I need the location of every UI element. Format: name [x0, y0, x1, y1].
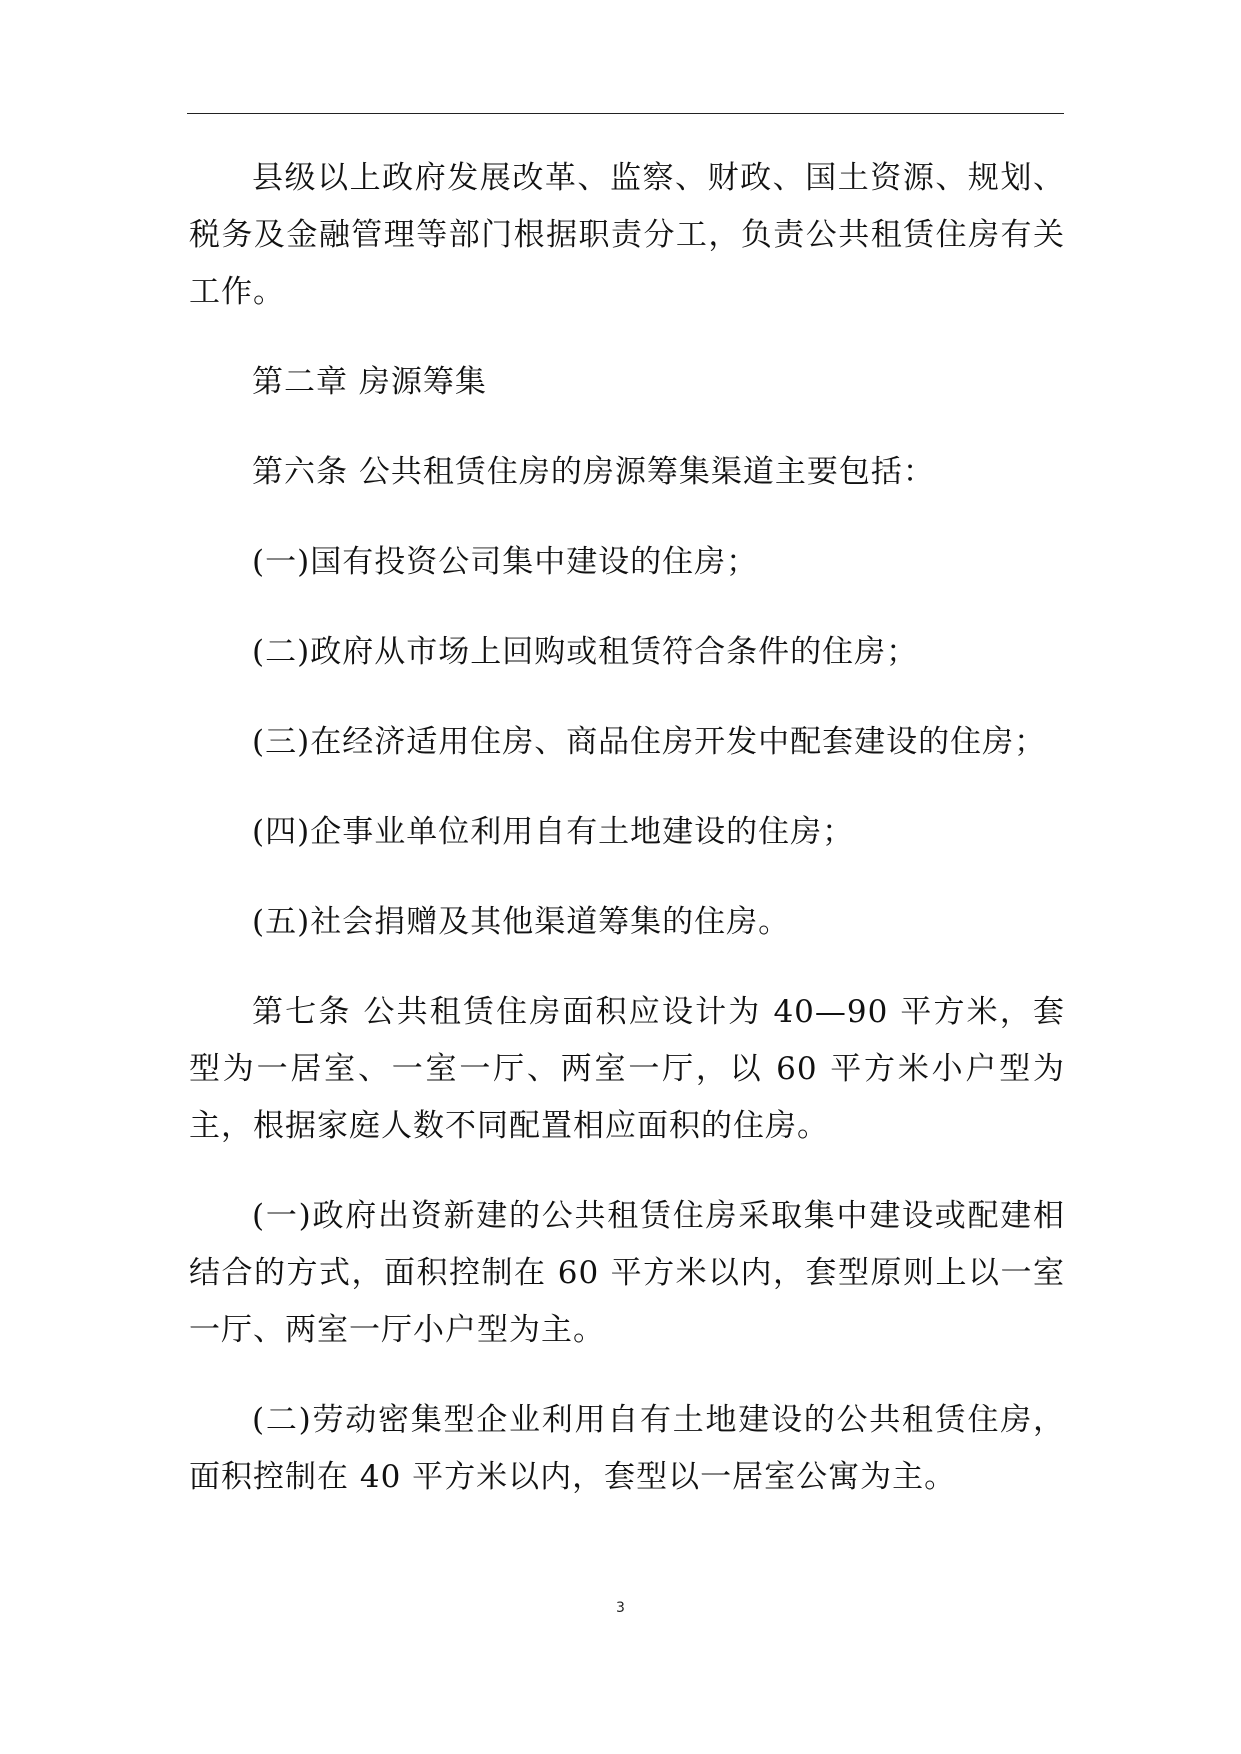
article-7: 第七条 公共租赁住房面积应设计为 40—90 平方米，套型为一居室、一室一厅、两室一厅，以 60 平方米小户型为主，根据家庭人数不同配置相应面积的住房。 [189, 994, 1065, 1144]
header-rule [187, 113, 1064, 114]
document-body [189, 150, 1065, 1506]
article-7-item-2: (二)劳动密集型企业利用自有土地建设的公共租赁住房，面积控制在 40 平方米以内，套型以一居室公寓为主。 [189, 1402, 1065, 1495]
article-6-item-3: (三)在经济适用住房、商品住房开发中配套建设的住房； [252, 724, 1047, 760]
article-6-item-1: (一)国有投资公司集中建设的住房； [252, 544, 759, 580]
article-6-item-2: (二)政府从市场上回购或租赁符合条件的住房； [252, 634, 919, 670]
paragraph-responsibilities: 县级以上政府发展改革、监察、财政、国土资源、规划、税务及金融管理等部门根据职责分工，负责公共租赁住房有关工作。 [189, 160, 1065, 310]
article-6: 第六条 公共租赁住房的房源筹集渠道主要包括： [252, 454, 935, 490]
article-6-item-5: (五)社会捐赠及其他渠道筹集的住房。 [252, 904, 791, 940]
article-6-item-4: (四)企事业单位利用自有土地建设的住房； [252, 814, 855, 850]
article-7-item-1: (一)政府出资新建的公共租赁住房采取集中建设或配建相结合的方式，面积控制在 60 平方米以内，套型原则上以一室一厅、两室一厅小户型为主。 [189, 1198, 1065, 1348]
chapter-heading: 第二章 房源筹集 [252, 364, 487, 400]
page-number: 3 [616, 1600, 625, 1616]
